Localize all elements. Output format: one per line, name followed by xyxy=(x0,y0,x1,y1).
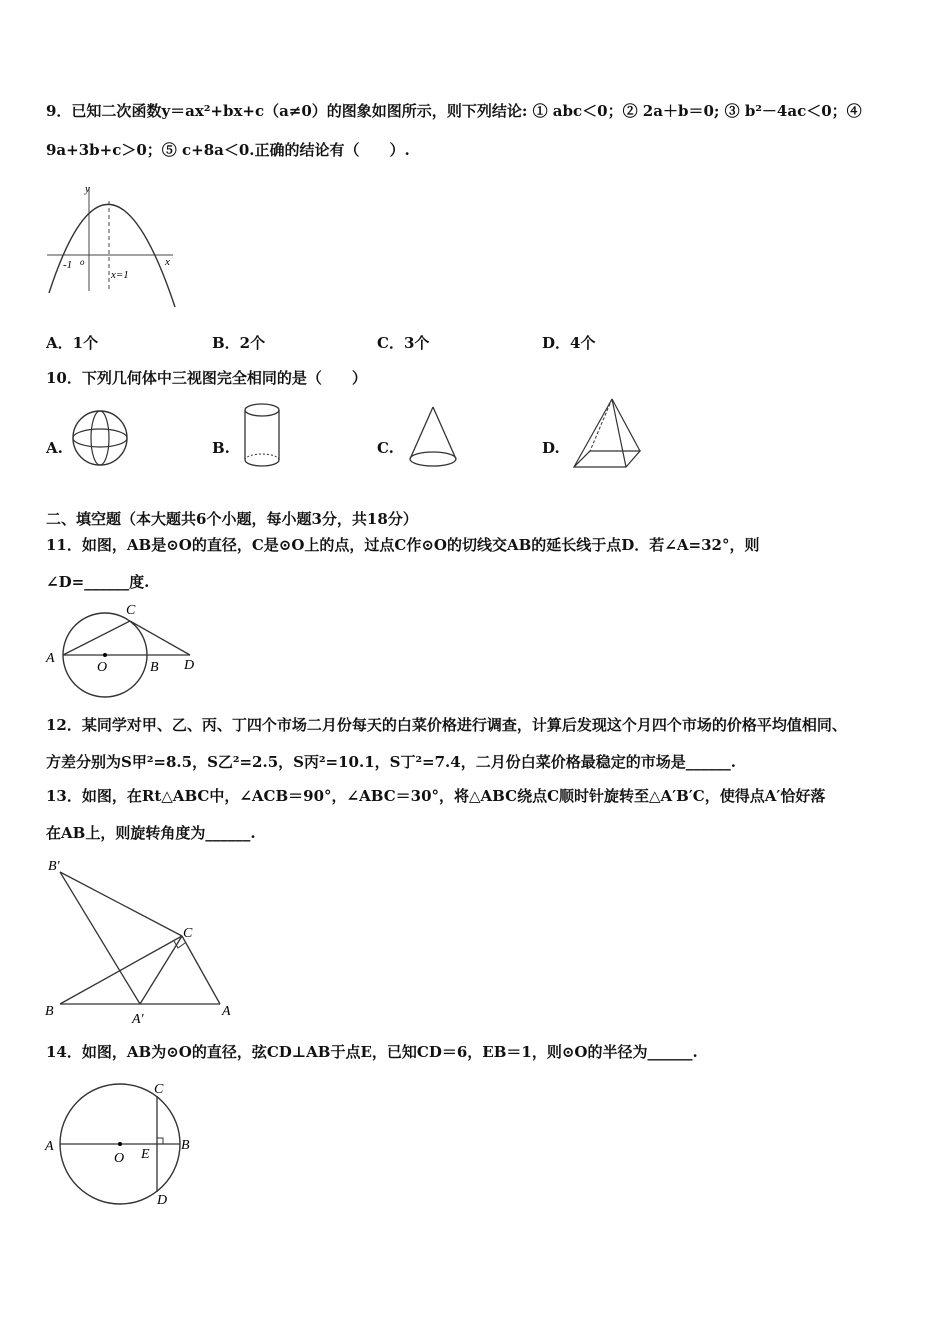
q10-option-b: B. xyxy=(212,439,230,457)
q12-line2: 方差分别为S甲²=8.5，S乙²=2.5，S丙²=10.1，S丁²=7.4，二月份白菜价格最稳定的市场是______. xyxy=(46,753,736,771)
cone-figure xyxy=(405,403,465,475)
q14-label-c: C xyxy=(154,1082,164,1097)
q13-label-c: C xyxy=(183,926,193,941)
q10-option-a: A. xyxy=(46,439,63,457)
q9-label-axis: x=1 xyxy=(111,269,129,281)
q11-circle-figure xyxy=(42,600,202,700)
q13-label-aprime: A′ xyxy=(132,1012,144,1027)
q9-line1: 9．已知二次函数y＝ax²+bx+c（a≠0）的图象如图所示，则下列结论: ① abc＜0；② 2a＋b＝0; ③ b²－4ac＜0；④ xyxy=(46,102,862,120)
section2-title: 二、填空题（本大题共6个小题，每小题3分，共18分） xyxy=(46,510,418,528)
q9-line2: 9a+3b+c＞0；⑤ c+8a＜0.正确的结论有（ ）. xyxy=(46,141,410,159)
q13-label-bprime: B′ xyxy=(48,859,60,874)
q11-label-b: B xyxy=(150,660,159,675)
q11-label-o: O xyxy=(97,660,108,675)
q11-label-c: C xyxy=(126,603,136,618)
q14-circle-figure xyxy=(42,1078,212,1213)
q10-text: 10．下列几何体中三视图完全相同的是（ ） xyxy=(46,369,367,387)
sphere-figure xyxy=(72,404,132,474)
q11-line1: 11．如图，AB是⊙O的直径，C是⊙O上的点，过点C作⊙O的切线交AB的延长线于点D．若∠A=32°，则 xyxy=(46,536,760,554)
q9-label-y: y xyxy=(85,183,90,195)
q9-option-a: A．1个 xyxy=(46,334,99,352)
q9-label-o: o xyxy=(80,257,85,267)
cylinder-figure xyxy=(240,402,290,474)
q14-label-e: E xyxy=(141,1147,150,1162)
q12-line1: 12．某同学对甲、乙、丙、丁四个市场二月份每天的白菜价格进行调查，计算后发现这个月四个市场的价格平均值相同、 xyxy=(46,716,847,734)
pyramid-figure xyxy=(568,395,648,475)
q11-label-d: D xyxy=(184,658,195,673)
q13-label-b: B xyxy=(45,1004,54,1019)
q14-line1: 14．如图，AB为⊙O的直径，弦CD⊥AB于点E，已知CD＝6，EB＝1，则⊙O的半径为______. xyxy=(46,1043,698,1061)
q10-option-c: C. xyxy=(377,439,394,457)
q9-label-neg1: -1 xyxy=(63,259,73,271)
q11-label-a: A xyxy=(46,651,55,666)
q14-label-o: O xyxy=(114,1151,125,1166)
q9-option-c: C．3个 xyxy=(377,334,430,352)
q9-option-b: B．2个 xyxy=(212,334,266,352)
q13-triangle-figure xyxy=(42,852,242,1027)
q11-line2: ∠D=______度. xyxy=(46,573,150,591)
q9-label-x: x xyxy=(165,256,170,268)
q10-option-d: D. xyxy=(542,439,560,457)
q13-line2: 在AB上，则旋转角度为______. xyxy=(46,824,256,842)
q9-parabola-graph xyxy=(45,183,185,313)
q14-label-d: D xyxy=(157,1193,168,1208)
q14-label-a: A xyxy=(45,1139,54,1154)
q13-line1: 13．如图，在Rt△ABC中，∠ACB＝90°，∠ABC＝30°，将△ABC绕点C顺时针旋转至△A′B′C，使得点A′恰好落 xyxy=(46,787,826,805)
q14-label-b: B xyxy=(181,1138,190,1153)
q13-label-a: A xyxy=(222,1004,231,1019)
q9-option-d: D．4个 xyxy=(542,334,596,352)
